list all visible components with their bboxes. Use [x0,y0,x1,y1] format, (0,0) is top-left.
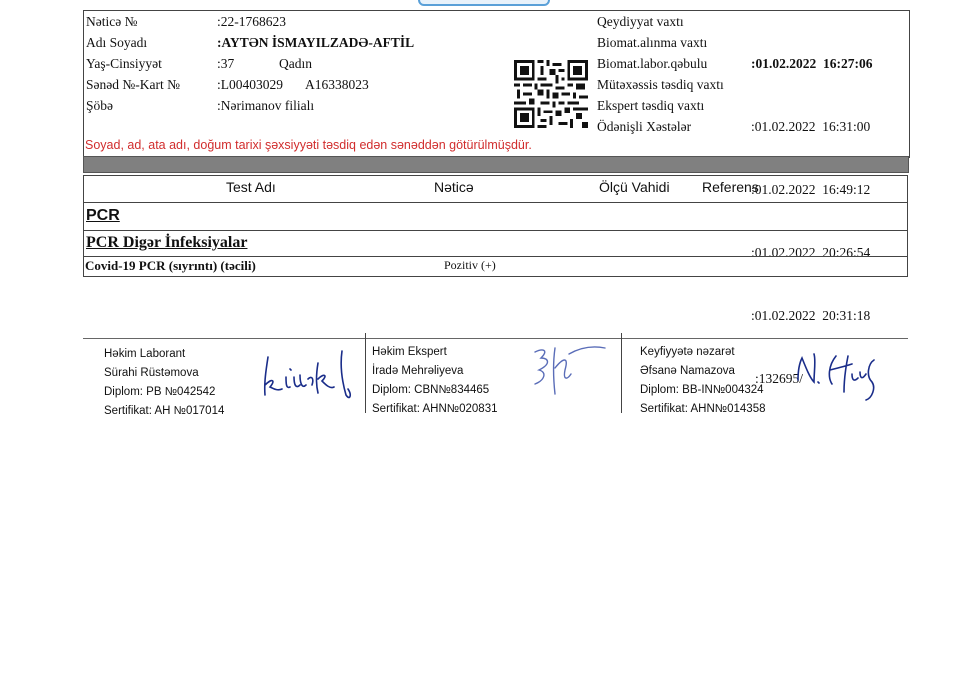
header-divider-bar [83,156,909,173]
signature-block-laborant [104,345,224,421]
department-value: :Nərimanov filialı [217,98,315,113]
col-unit: Ölçü Vahidi [599,179,670,195]
age-gender-row [217,53,517,74]
col-test-name: Test Adı [226,179,276,195]
card-no: A16338023 [305,77,369,92]
test-result: Pozitiv (+) [444,258,496,272]
top-tab [418,0,550,6]
col-reference: Referens [702,179,759,195]
left-values [217,11,517,116]
col-result: Nəticə [434,179,474,195]
identity-warning: Soyad, ad, ata adı, doğum tarixi şəxsiyyəti təsdiq edən sənəddən götürülmüşdür. [85,138,532,152]
label-specialist-confirm: Mütəxəssis təsdiq vaxtı [597,77,724,92]
sig-role: Həkim Laborant [104,348,186,360]
label-age-gender: Yaş-Cinsiyyət [86,56,162,71]
signature-expert [525,340,615,400]
signature-block-expert [372,343,497,419]
doc-card-row [217,74,517,95]
label-sample-time: Biomat.alınma vaxtı [597,35,708,50]
signature-separator [83,338,908,339]
label-full-name: Adı Soyadı [86,35,148,50]
label-department: Şöbə [86,98,113,113]
sig-role: Keyfiyyətə nəzarət [640,346,735,358]
test-row-covid [83,257,908,277]
signature-divider-2 [621,333,622,413]
label-doc-card: Sənəd №-Kart № [86,77,180,92]
sig-name: İradə Mehrəliyeva [372,365,464,377]
doc-no: :L00403029 [217,77,283,92]
qr-code [514,60,588,128]
label-registration-time: Qeydiyyat vaxtı [597,14,684,29]
section-pcr-title: PCR [86,207,120,224]
expert-confirm-time: :01.02.2022 20:31:18 [751,308,871,323]
label-result-no: Nəticə № [86,14,138,29]
registration-time: :01.02.2022 16:27:06 [751,56,873,71]
results-column-header [83,175,908,203]
result-no: :22-1768623 [217,14,286,29]
section-pcr-other [83,231,908,257]
section-pcr-other-title: PCR Digər İnfeksiyalar [86,234,248,251]
sig-diploma: Diplom: PB №042542 [104,386,216,398]
specialist-confirm-time: :01.02.2022 20:26:54 [751,245,871,260]
label-paid-patients: Ödənişli Xəstələr [597,119,692,134]
left-labels [86,11,180,116]
sig-certificate: Sertifikat: AH №017014 [104,405,225,417]
signature-divider-1 [365,333,366,413]
paid-patients-value: :132695/ [755,371,804,386]
sample-time: :01.02.2022 16:31:00 [751,119,871,134]
label-lab-receive: Biomat.labor.qəbulu [597,56,708,71]
sig-certificate: Sertifikat: AHN№014358 [640,403,766,415]
right-labels [597,11,724,137]
sig-role: Həkim Ekspert [372,346,447,358]
signature-laborant [260,345,355,405]
lab-receive-time: :01.02.2022 16:49:12 [751,182,871,197]
sig-name: Sürahi Rüstəmova [104,367,199,379]
sig-diploma: Diplom: CBN№834465 [372,384,490,396]
gender-value: Qadın [279,56,312,71]
signature-block-quality [640,343,765,419]
sig-diploma: Diplom: BB-IN№004324 [640,384,764,396]
signature-quality [792,348,887,404]
full-name: :AYTƏN İSMAYILZADƏ-AFTİL [217,35,415,50]
section-pcr [83,203,908,231]
test-name: Covid-19 PCR (sıyrıntı) (təcili) [85,258,256,273]
age-value: :37 [217,56,235,71]
sig-certificate: Sertifikat: AHN№020831 [372,403,498,415]
sig-name: Əfsanə Namazova [640,365,735,377]
label-expert-confirm: Ekspert təsdiq vaxtı [597,98,705,113]
